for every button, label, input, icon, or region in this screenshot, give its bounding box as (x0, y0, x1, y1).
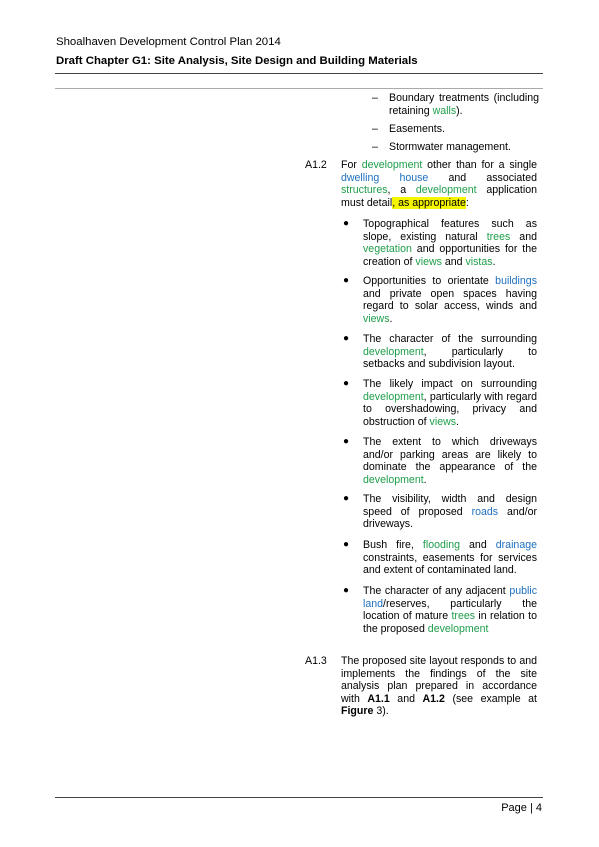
text-run: walls (432, 104, 457, 117)
text-run: views (429, 415, 457, 428)
dash-marker: – (372, 92, 378, 104)
clause-number-a13: A1.3 (305, 655, 327, 667)
text-run: vegetation (363, 243, 412, 256)
text-run: Bush fire, (363, 539, 423, 551)
dash-item-text (389, 123, 539, 136)
bullet-dot: ● (343, 493, 350, 504)
text-run: 3). (373, 705, 389, 718)
text-run: A1.2 (422, 692, 445, 705)
bullet-dot: ● (343, 378, 350, 389)
table-top-border (55, 88, 543, 89)
dash-item-text (389, 141, 539, 154)
text-run: . (423, 473, 427, 486)
text-run: Stormwater management. (389, 141, 511, 153)
text-run: and/or driveways. (363, 505, 537, 531)
text-run: Boundary treatments (including retaining (389, 92, 539, 117)
text-run: , a (387, 184, 416, 197)
text-run: The extent to which driveways and/or parking areas are likely to dominate the appearance of the (363, 436, 537, 474)
page-number: Page | 4 (501, 802, 542, 814)
text-run: Topographical features such as slope, existing natural (363, 218, 537, 243)
text-run: views (415, 255, 442, 268)
text-run: Figure (341, 705, 374, 718)
text-run: development (361, 159, 423, 171)
bullet-text (363, 333, 537, 371)
text-run: The character of any adjacent (363, 585, 510, 597)
bullet-text (363, 585, 537, 635)
text-run: flooding (422, 539, 460, 551)
text-run: and opportunities for the creation of (363, 243, 537, 268)
text-run: The character of the surrounding (363, 333, 537, 345)
dash-marker: – (372, 141, 378, 153)
text-run: constraints, easements for services and extent of contaminated land. (363, 551, 537, 577)
text-run: development (427, 622, 489, 635)
dash-item-text (389, 92, 539, 117)
text-run: and (389, 692, 423, 705)
footer-divider (55, 797, 543, 798)
text-run: other than for a single (422, 159, 537, 171)
bullet-text (363, 436, 537, 486)
text-run: A1.1 (367, 692, 390, 705)
text-run: trees (486, 230, 511, 243)
text-run: /reserves, particularly the location of mature (363, 597, 537, 623)
bullet-text (363, 378, 537, 428)
text-run: ). (456, 104, 463, 117)
header-divider (55, 73, 543, 74)
bullet-dot: ● (343, 275, 350, 286)
bullet-text (363, 493, 537, 531)
text-run: and (510, 230, 537, 243)
text-run: trees (451, 610, 476, 623)
bullet-text (363, 218, 537, 268)
text-run: public land (363, 585, 537, 610)
text-run: The proposed site layout responds to and implements the findings of the site analysis plan prepared in accordance with (341, 655, 537, 705)
text-run: . (456, 415, 459, 428)
bullet-dot: ● (343, 585, 350, 596)
text-run: Easements. (389, 123, 445, 135)
text-run: and associated (428, 171, 537, 184)
text-run: , as appropriate (392, 196, 466, 209)
text-run: development (363, 345, 424, 358)
text-run: dwelling house (341, 171, 429, 184)
text-run: Opportunities to orientate (363, 275, 496, 287)
text-run: and private open spaces having regard to solar access, winds and (363, 287, 537, 313)
text-run: : (465, 196, 469, 209)
text-run: vistas (465, 255, 493, 268)
document-title: Shoalhaven Development Control Plan 2014 (56, 36, 281, 48)
text-run: roads (471, 505, 499, 518)
text-run: and (460, 539, 496, 551)
text-run: The visibility, width and design speed of proposed (363, 493, 537, 518)
text-run: For (341, 159, 362, 171)
text-run: development (363, 473, 424, 486)
bullet-dot: ● (343, 333, 350, 344)
bullet-text (363, 275, 537, 325)
text-run: views (363, 312, 390, 325)
text-run: drainage (495, 539, 537, 551)
bullet-dot: ● (343, 218, 350, 229)
text-run: development (363, 390, 424, 403)
text-run: , particularly to setbacks and subdivision layout. (363, 345, 537, 371)
text-run: (see example at (444, 692, 537, 705)
bullet-dot: ● (343, 436, 350, 447)
text-run: . (492, 255, 496, 268)
text-run: in relation to the proposed (363, 610, 537, 635)
text-run: , particularly with regard to overshadowing, privacy and obstruction of (363, 390, 537, 428)
text-run: structures (341, 184, 388, 197)
bullet-dot: ● (343, 539, 350, 550)
text-run: application must detail (341, 184, 537, 209)
chapter-title: Draft Chapter G1: Site Analysis, Site Design and Building Materials (56, 55, 418, 67)
bullet-text (363, 539, 537, 577)
text-run: and (441, 255, 466, 268)
dash-marker: – (372, 123, 378, 135)
text-run: buildings (495, 275, 537, 287)
text-run: . (389, 312, 393, 325)
text-run: development (415, 184, 477, 197)
clause-text-a12 (341, 159, 537, 209)
text-run: The likely impact on surrounding (363, 378, 537, 390)
clause-text-a13 (341, 655, 537, 718)
clause-number-a12: A1.2 (305, 159, 327, 171)
